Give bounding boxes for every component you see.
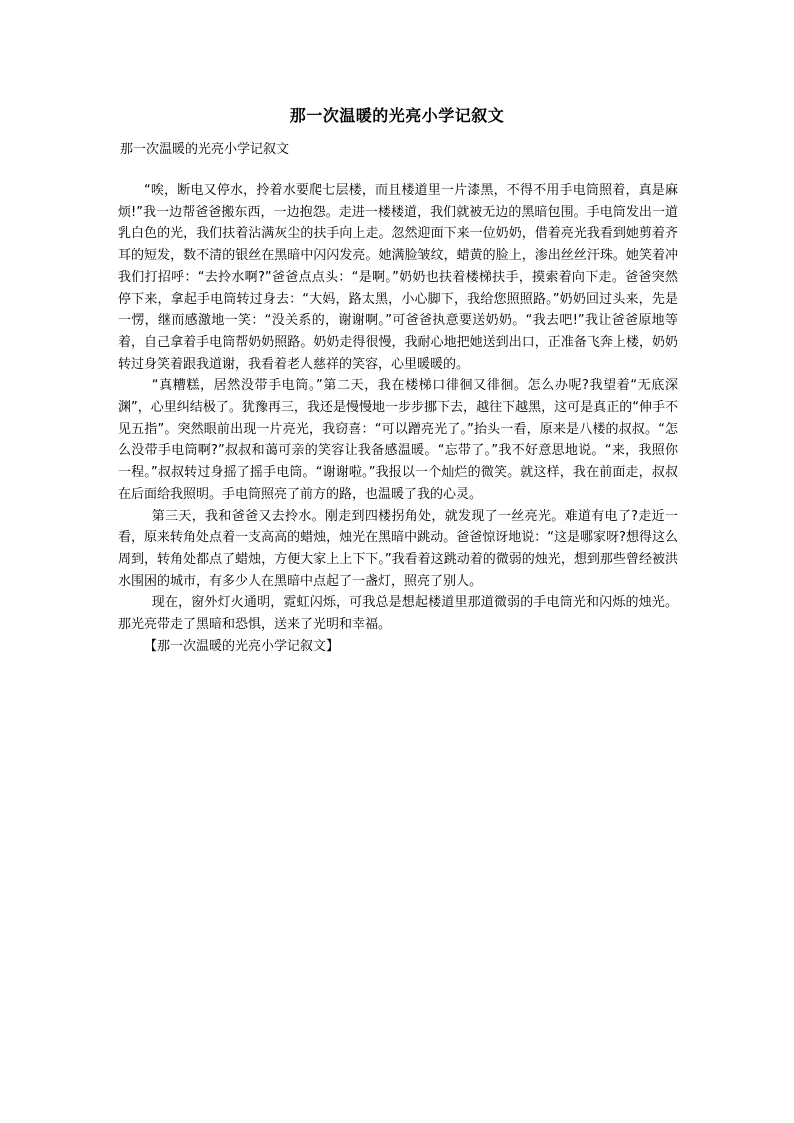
document-subtitle: 那一次温暖的光亮小学记叙文: [120, 142, 290, 157]
document-body: [118, 180, 678, 657]
paragraph-4: 现在，窗外灯火通明，霓虹闪烁，可我总是想起楼道里那道微弱的手电筒光和闪烁的烛光。那光亮带走了黑暗和恐惧，送来了光明和幸福。: [118, 595, 678, 633]
paragraph-1: “唉，断电又停水，拎着水要爬七层楼，而且楼道里一片漆黑，不得不用手电筒照着，真是麻烦!”我一边帮爸爸搬东西，一边抱怨。走进一楼楼道，我们就被无边的黑暗包围。手电筒发出一道乳白色的光，我们扶着沾满灰尘的扶手向上走。忽然迎面下来一位奶奶，借着亮光我看到她剪着齐耳的短发，数不清的银丝在黑暗中闪闪发亮。她满脸皱纹，蜡黄的脸上，渗出丝丝汗珠。她笑着冲我们打招呼：“去拎水啊?”爸爸点点头：“是啊。”奶奶也扶着楼梯扶手，摸索着向下走。爸爸突然停下来，拿起手电筒转过身去：“大妈，路太黑，小心脚下，我给您照照路。”奶奶回过头来，先是一愣，继而感激地一笑：“没关系的，谢谢啊。”可爸爸执意要送奶奶。“我去吧!”我让爸爸原地等着，自己拿着手电筒帮奶奶照路。奶奶走得很慢，我耐心地把她送到出口，正准备飞奔上楼，奶奶转过身笑着跟我道谢，我看着老人慈祥的笑容，心里暖暖的。: [118, 183, 678, 372]
paragraph-3: 第三天，我和爸爸又去拎水。刚走到四楼拐角处，就发现了一丝亮光。难道有电了?走近一看，原来转角处点着一支高高的蜡烛，烛光在黑暗中跳动。爸爸惊讶地说：“这是哪家呀?想得这么周到，转角处都点了蜡烛，方便大家上上下下。”我看着这跳动着的微弱的烛光，想到那些曾经被洪水围困的城市，有多少人在黑暗中点起了一盏灯，照亮了别人。: [118, 508, 678, 589]
document-footer-tag: 【那一次温暖的光亮小学记叙文】: [144, 638, 340, 654]
paragraph-2: “真糟糕，居然没带手电筒。”第二天，我在楼梯口徘徊又徘徊。怎么办呢?我望着“无底深渊”，心里纠结极了。犹豫再三，我还是慢慢地一步步挪下去，越往下越黑，这可是真正的“伸手不见五指”。突然眼前出现一片亮光，我窃喜：“可以蹭亮光了。”抬头一看，原来是八楼的叔叔。“怎么没带手电筒啊?”叔叔和蔼可亲的笑容让我备感温暖。“忘带了。”我不好意思地说。“来，我照你一程。”叔叔转过身摇了摇手电筒。“谢谢啦。”我报以一个灿烂的微笑。就这样，我在前面走，叔叔在后面给我照明。手电筒照亮了前方的路，也温暖了我的心灵。: [118, 378, 678, 502]
document-title: 那一次温暖的光亮小学记叙文: [289, 106, 505, 125]
